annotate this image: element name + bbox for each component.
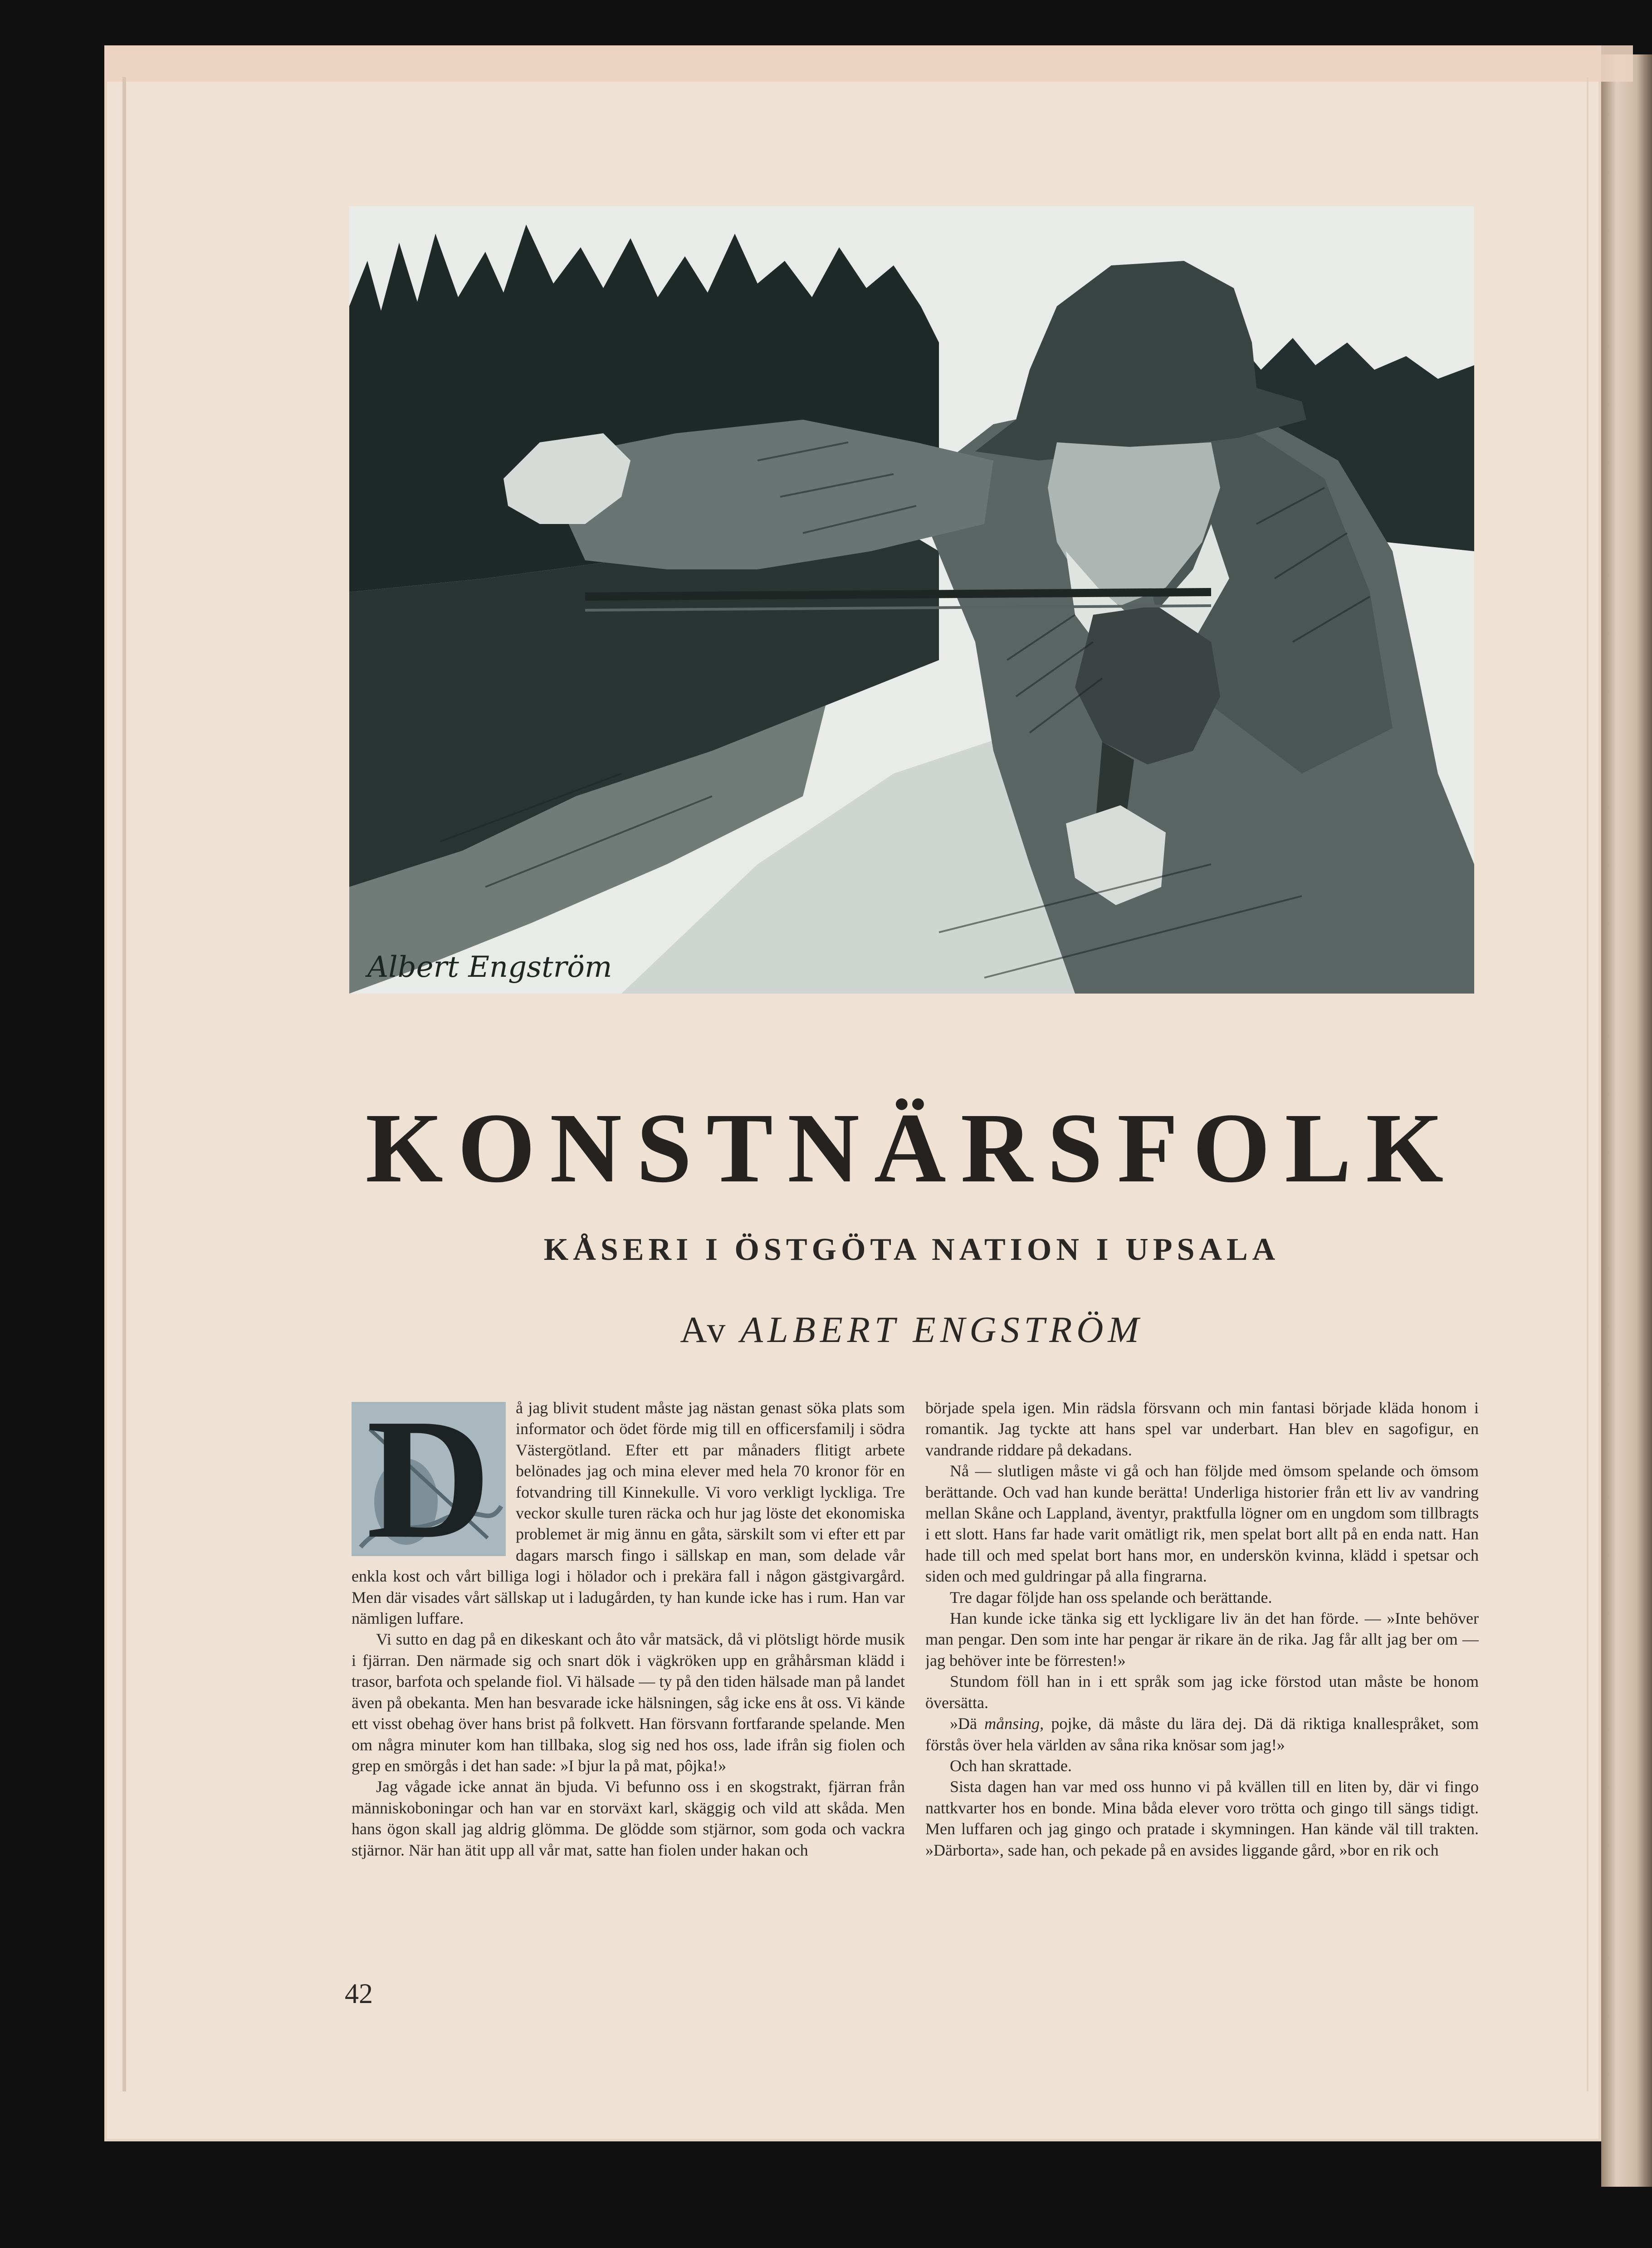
text-column-left: [352, 1397, 905, 1951]
fiddler-drawing: [349, 206, 1474, 994]
paragraph: Jag vågade icke annat än bjuda. Vi befunno oss i en skogstrakt, fjärran från människoboningar och han var en storväxt karl, skäggig och vild att skåda. Men hans ögon skall jag aldrig glömma. De glödde som stjärnor, som goda och vackra stjärnor. När han ätit upp all vår mat, satte han fiolen under hakan och: [352, 1778, 905, 1859]
paragraph: Och han skrattade.: [950, 1756, 1072, 1775]
paragraph: Stundom föll han in i ett språk som jag icke förstod utan måste be honom översätta.: [925, 1672, 1479, 1712]
byline-prefix: Av: [680, 1309, 728, 1350]
dropcap-letter: D: [366, 1402, 491, 1556]
fiddler-illustration: [349, 206, 1474, 994]
paragraph: [925, 1713, 1479, 1755]
article-subtitle: KÅSERI I ÖSTGÖTA NATION I UPSALA: [543, 1232, 1280, 1267]
page-number: 42: [345, 1979, 373, 2009]
italic-word: månsing,: [984, 1714, 1044, 1733]
page-top-edge: [104, 45, 1633, 82]
paragraph: Nå — slutligen måste vi gå och han följde med ömsom spelande och ömsom berättande. Och vad han kunde berätta! Underliga historier från ett liv av vandring mellan Skåne och Lappland, äventyr, praktfulla lögner om en ungdom som tillbragts i ett slott. Hans far hade varit omätligt rik, men spelat bort allt på en enda natt. Han hade till och med spelat bort hans mor, en underskön kvinna, klädd i spetsar och siden och med guldringar på alla fingrarna.: [925, 1462, 1479, 1586]
text-column-right: [925, 1397, 1479, 1951]
paragraph: Vi sutto en dag på en dikeskant och åto vår matsäck, då vi plötsligt hörde musik i fjärran. Den närmade sig och snart dök i vägkröken upp en gråhårsman klädd i trasor, barfota och spelande fiol. Vi hälsade — ty på den tiden hälsade man på landet även på obekanta. Men han besvarade icke hälsningen, såg icke ens åt oss. Vi kände ett visst obehag över hans brist på folkvett. Han försvann fortfarande spelande. Men om några minuter kom han tillbaka, slog sig ned hos oss, lade ifrån sig fiolen och grep en smörgås i det han sade: »I bjur la på mat, pôjka!»: [352, 1630, 905, 1775]
article-title: KONSTNÄRSFOLK: [365, 1092, 1458, 1203]
paragraph: Tre dagar följde han oss spelande och berättande.: [950, 1588, 1272, 1606]
artist-signature: Albert Engström: [367, 950, 612, 984]
paragraph: Han kunde icke tänka sig ett lyckligare liv än det han förde. — »Inte behöver man pengar. Den som inte har pengar är rikare än de rika. Jag får allt jag ber om — jag behöver inte be förresten!»: [925, 1609, 1479, 1670]
paragraph: började spela igen. Min rädsla försvann och min fantasi började kläda honom i romantik. Jag tyckte att hans spel var underbart. Han blev en sagofigur, en vandrande riddare på dekadans.: [925, 1399, 1479, 1459]
text-run: pojke, dä måste du lära dej. Dä dä riktiga knallespråket, som förstås över hela världen av såna rika knösar som jag!»: [925, 1714, 1479, 1754]
byline: [349, 1311, 1474, 1348]
author-name: ALBERT ENGSTRÖM: [740, 1309, 1144, 1350]
adjacent-page-edge: [1601, 54, 1652, 2187]
text-run: »Dä: [950, 1714, 985, 1733]
paragraph: å jag blivit student måste jag nästan genast söka plats som informator och ödet förde mig till en officersfamilj i södra Västergötland. Efter ett par månaders flitigt arbete belönades jag och mina elever med hela 70 kronor för en fotvandring till Kinnekulle. Vi voro verkligt lyckliga. Tre veckor skulle turen räcka och hur jag löste det ekonomiska problemet är mig ännu en gåta, särskilt som vi efter ett par dagars marsch fingo i sällskap en man, som delade vår enkla kost och vårt billiga logi i hölador och i prekära fall i någon gästgivargård. Men där visades vårt sällskap ut i ladugården, ty han kunde icke has i rum. Han var nämligen luffare.: [352, 1399, 905, 1628]
decorated-initial: [352, 1402, 506, 1556]
paragraph: Sista dagen han var med oss hunno vi på kvällen till en liten by, där vi fingo nattkvarter hos en bonde. Mina båda elever voro trötta och gingo till sängs tidigt. Men luffaren och jag gingo och pratade i skymningen. Han kände väl till trakten. »Därborta», sade han, och pekade på en avsides liggande gård, »bor en rik och: [925, 1778, 1479, 1859]
